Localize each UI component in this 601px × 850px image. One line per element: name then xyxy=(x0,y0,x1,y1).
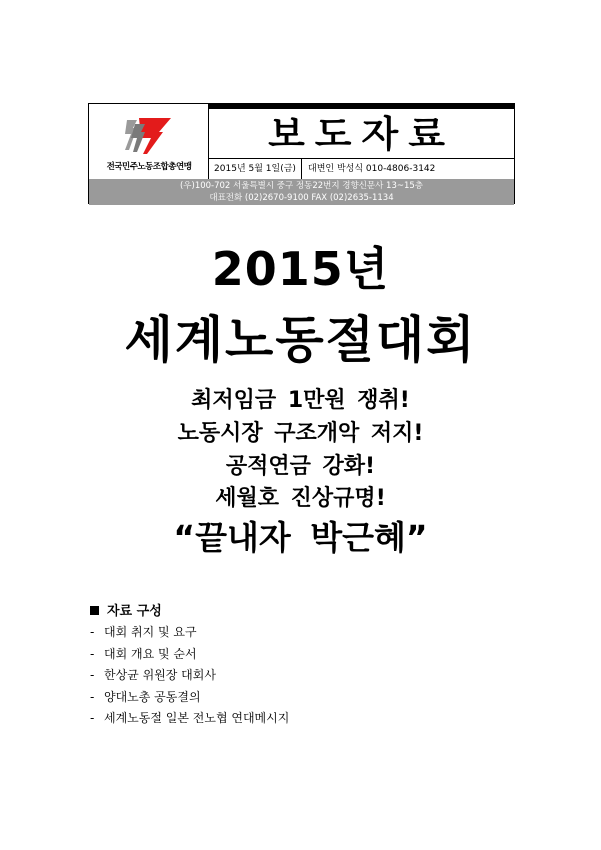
logo-cell xyxy=(89,104,209,179)
square-bullet-icon xyxy=(90,606,99,615)
dash-bullet: - xyxy=(90,711,95,725)
press-release-header xyxy=(88,103,515,204)
big-slogan: “끝내자 박근혜” xyxy=(173,518,428,557)
headline-event: 세계노동절대회 xyxy=(124,311,477,369)
headline-year: 2015년 xyxy=(211,242,390,296)
slogan-2: 노동시장 구조개악 저지! xyxy=(177,421,424,446)
toc-item-text: 양대노총 공동결의 xyxy=(104,689,201,704)
slogan-4: 세월호 진상규명! xyxy=(215,486,386,511)
list-item xyxy=(90,622,289,644)
address-bar xyxy=(89,179,514,205)
slogan-3: 공적연금 강화! xyxy=(225,454,376,479)
toc-list xyxy=(90,622,289,730)
spokesperson-contact: 대변인 박성식 010-4806-3142 xyxy=(308,164,436,174)
org-name: 전국민주노동조합총연맹 xyxy=(106,162,192,172)
dash-bullet: - xyxy=(90,625,95,639)
title-cell xyxy=(209,109,514,159)
info-row xyxy=(209,159,514,179)
press-release-title: 보도자료 xyxy=(268,113,455,155)
dash-bullet: - xyxy=(90,689,95,704)
dash-bullet: - xyxy=(90,646,95,661)
slogan-1: 최저임금 1만원 쟁취! xyxy=(191,388,410,413)
address-line: (우)100-702 서울특별시 중구 정동22번지 경향신문사 13~15층 xyxy=(179,181,424,191)
dash-bullet: - xyxy=(90,668,95,682)
phone-fax-line: 대표전화 (02)2670-9100 FAX (02)2635-1134 xyxy=(209,193,394,203)
list-item xyxy=(90,644,289,666)
toc-item-text: 한상균 위원장 대회사 xyxy=(104,668,216,682)
toc-item-text: 대회 취지 및 요구 xyxy=(104,625,197,639)
list-item xyxy=(90,708,289,730)
kctu-logo-icon xyxy=(123,114,175,156)
toc-title xyxy=(90,600,162,619)
toc-item-text: 대회 개요 및 순서 xyxy=(104,646,197,661)
toc-item-text: 세계노동절 일본 전노협 연대메시지 xyxy=(104,711,290,725)
toc-title-text: 자료 구성 xyxy=(107,604,162,619)
list-item xyxy=(90,665,289,687)
release-date: 2015년 5월 1일(금) xyxy=(209,159,302,179)
list-item xyxy=(90,687,289,709)
